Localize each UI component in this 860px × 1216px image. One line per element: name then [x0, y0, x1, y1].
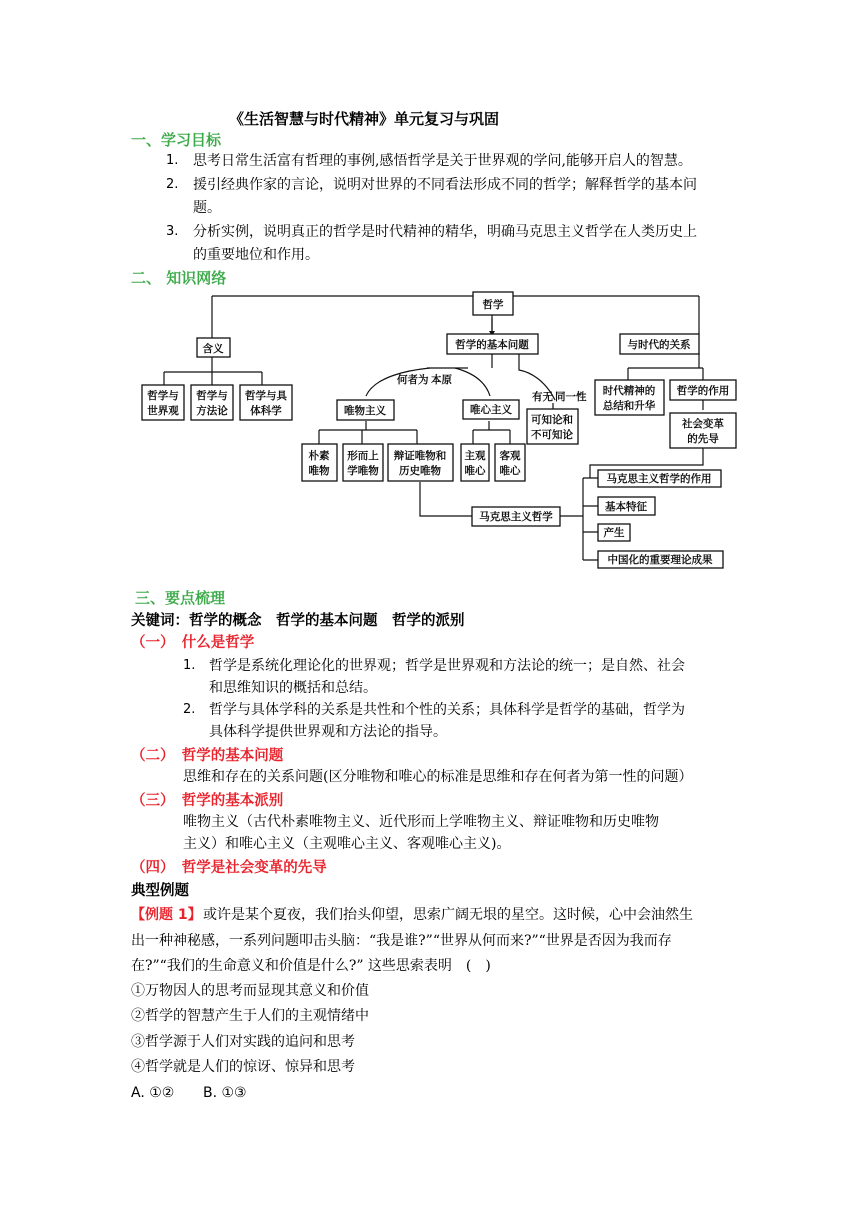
diagram-label: 唯心	[499, 465, 521, 477]
diagram-label: 辩证唯物和	[393, 450, 447, 462]
example-option: ④哲学就是人们的惊讶、惊异和思考	[131, 1059, 355, 1075]
section-heading-goals: 一、学习目标	[131, 131, 222, 149]
paragraph: 思维和存在的关系问题(区分唯物和唯心的标准是思维和存在何者为第一性的问题）	[183, 769, 693, 785]
diagram-label: 马克思主义哲学	[479, 511, 553, 523]
diagram-label: 客观	[499, 450, 521, 462]
example-label: 【例题 1】	[131, 907, 202, 923]
example-question: 或许是某个夏夜，我们抬头仰望，思索广阔无垠的星空。这时候，心中会油然生	[203, 907, 693, 923]
subheading-what-is-philosophy: （一） 什么是哲学	[131, 635, 255, 651]
list-item: 分析实例，说明真正的哲学是时代精神的精华，明确马克思主义哲学在人类历史上	[193, 224, 697, 240]
diagram-label: 时代精神的	[602, 385, 656, 397]
list-item: 哲学是系统化理论化的世界观；哲学是世界观和方法论的统一；是自然、社会	[209, 658, 685, 674]
subheading-basic-question: （二） 哲学的基本问题	[131, 748, 284, 764]
example-option: ①万物因人的思考而显现其意义和价值	[131, 983, 369, 999]
diagram-label: 社会变革	[682, 418, 724, 430]
paragraph: 唯物主义（古代朴素唯物主义、近代形而上学唯物主义、辩证唯物和历史唯物	[183, 814, 659, 830]
diagram-label: 学唯物	[347, 465, 379, 477]
diagram-label: 中国化的重要理论成果	[607, 554, 713, 566]
diagram-label: 何者为	[397, 374, 429, 386]
diagram-label: 唯物主义	[344, 405, 386, 417]
diagram-label: 哲学的基本问题	[455, 339, 529, 351]
list-item: 哲学与具体学科的关系是共性和个性的关系；具体科学是哲学的基础，哲学为	[209, 702, 685, 718]
diagram-label: 总结和升华	[602, 400, 656, 412]
page-title: 《生活智慧与时代精神》单元复习与巩固	[229, 110, 500, 128]
list-item: 思考日常生活富有哲理的事例,感悟哲学是关于世界观的学问,能够开启人的智慧。	[193, 153, 692, 169]
paragraph-continued: 主义）和唯心主义（主观唯心主义、客观唯心主义)。	[183, 836, 511, 852]
diagram-label: 本原	[431, 374, 452, 386]
list-number: 2.	[166, 177, 179, 192]
list-item-continued: 的重要地位和作用。	[193, 247, 319, 263]
diagram-label: 同一性	[555, 391, 587, 403]
diagram-label: 哲学与	[196, 390, 228, 402]
list-item-continued: 具体科学提供世界观和方法论的指导。	[209, 724, 447, 740]
diagram-label: 哲学与	[147, 390, 179, 402]
list-item-continued: 和思维知识的概括和总结。	[209, 680, 377, 696]
list-number: 1.	[183, 658, 196, 673]
diagram-label: 朴素	[308, 450, 330, 462]
list-item-continued: 题。	[193, 200, 221, 216]
diagram-label: 马克思主义哲学的作用	[606, 473, 712, 485]
examples-heading: 典型例题	[131, 883, 189, 899]
diagram-label: 方法论	[196, 405, 228, 417]
list-number: 1.	[166, 153, 179, 168]
diagram-label: 的先导	[687, 433, 719, 445]
subheading-social-change: （四） 哲学是社会变革的先导	[131, 860, 327, 876]
keywords-line: 关键词：哲学的概念 哲学的基本问题 哲学的派别	[131, 613, 465, 629]
diagram-label: 哲学的作用	[676, 385, 730, 397]
diagram-label: 基本特征	[605, 501, 647, 513]
diagram-label: 体科学	[250, 405, 282, 417]
diagram-label: 哲学	[482, 299, 504, 311]
section-heading-knowledge-network: 二、 知识网络	[131, 269, 227, 287]
diagram-label: 主观	[464, 450, 486, 462]
example-question-continued: 出一种神秘感，一系列问题叩击头脑：“我是谁?”“世界从何而来?”“世界是否因为我而存	[131, 933, 672, 949]
knowledge-network-diagram	[0, 0, 860, 600]
diagram-label: 哲学与具	[245, 390, 287, 402]
diagram-label: 唯物	[308, 465, 330, 477]
answer-choice-b: B. ①③	[203, 1085, 247, 1101]
example-option: ②哲学的智慧产生于人们的主观情绪中	[131, 1008, 369, 1024]
diagram-label: 历史唯物	[399, 465, 441, 477]
diagram-label: 含义	[202, 343, 224, 355]
list-item: 援引经典作家的言论，说明对世界的不同看法形成不同的哲学；解释哲学的基本问	[193, 177, 697, 193]
diagram-label: 有无	[532, 391, 553, 403]
subheading-basic-schools: （三） 哲学的基本派别	[131, 793, 284, 809]
answer-choice-a: A. ①②	[131, 1085, 175, 1101]
diagram-label: 与时代的关系	[627, 339, 691, 351]
list-number: 2.	[183, 702, 196, 717]
diagram-label: 形而上	[347, 450, 379, 462]
diagram-label: 世界观	[147, 405, 179, 417]
example-question-continued: 在?”“我们的生命意义和价值是什么?” 这些思索表明 ( )	[131, 958, 491, 974]
diagram-label: 唯心主义	[470, 404, 512, 416]
diagram-label: 不可知论	[531, 429, 573, 441]
diagram-label: 唯心	[464, 465, 486, 477]
section-heading-key-points: 三、要点梳理	[135, 589, 226, 607]
diagram-label: 可知论和	[531, 414, 573, 426]
list-number: 3.	[166, 224, 179, 239]
diagram-label: 产生	[603, 527, 625, 539]
example-option: ③哲学源于人们对实践的追问和思考	[131, 1034, 355, 1050]
